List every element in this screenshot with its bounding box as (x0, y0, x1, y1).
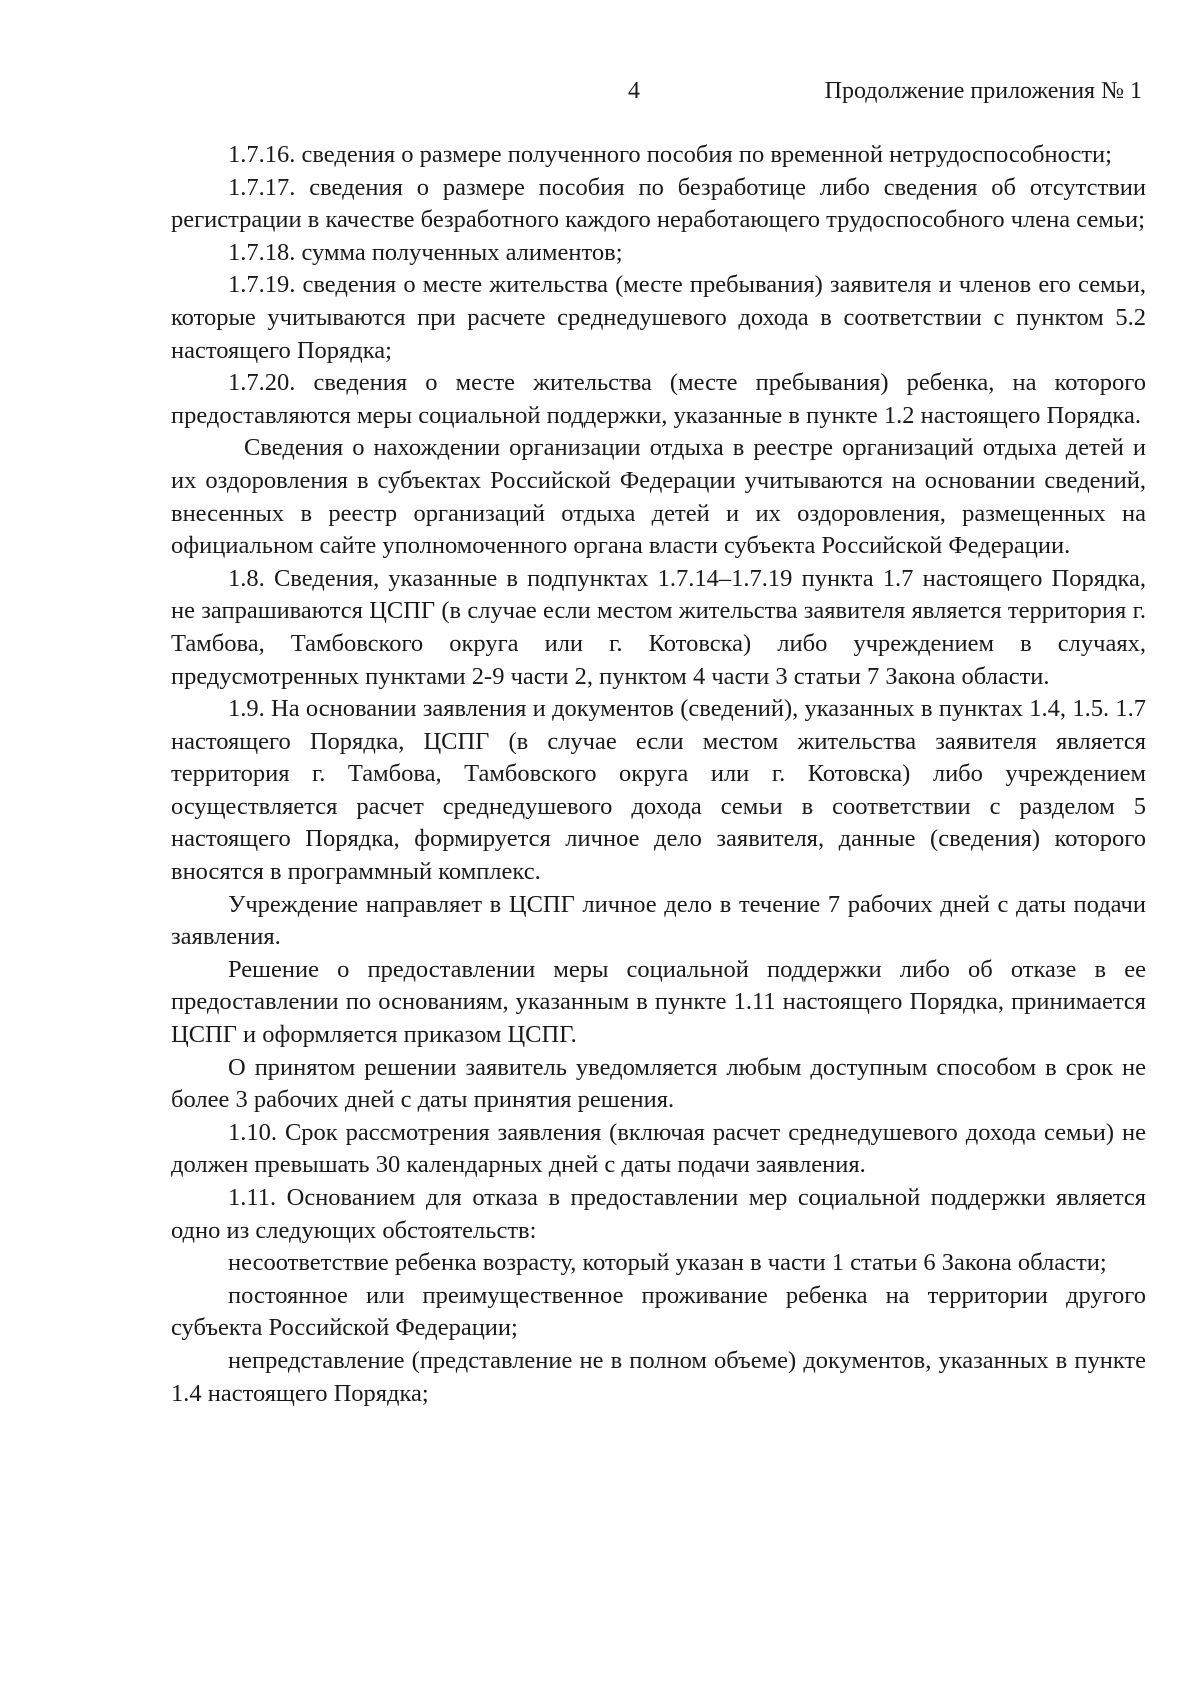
page-number: 4 (628, 78, 640, 104)
paragraph-1-7-20: 1.7.20. сведения о месте жительства (месте пребывания) ребенка, на которого предоставляются меры социальной поддержки, указанные в пункте 1.2 настоящего Порядка. (171, 369, 1146, 429)
paragraph-refusal-age: несоответствие ребенка возрасту, который указан в части 1 статьи 6 Закона области; (228, 1249, 1107, 1277)
paragraph-1-9: 1.9. На основании заявления и документов (сведений), указанных в пунктах 1.4, 1.5. 1.7 настоящего Порядка, ЦСПГ (в случае если местом жительства заявителя является территория г. Тамбова, Тамбовского округа или г. Котовска) либо учреждением осуществляется расчет среднедушевого дохода семьи в соответствии с разделом 5 настоящего Порядка, формируется личное дело заявителя, данные (сведения) которого вносятся в программный комплекс. (171, 695, 1146, 886)
paragraph-institution-sends: Учреждение направляет в ЦСПГ личное дело в течение 7 рабочих дней с даты подачи заявления. (171, 890, 1146, 951)
paragraph-1-8: 1.8. Сведения, указанные в подпунктах 1.7.14–1.7.19 пункта 1.7 настоящего Порядка, не запрашиваются ЦСПГ (в случае если местом жительства заявителя является территория г. Тамбова, Тамбовского округа или г. Котовска) либо учреждением в случаях, предусмотренных пунктами 2-9 части 2, пунктом 4 части 3 статьи 7 Закона области. (171, 564, 1146, 690)
paragraph-notification: О принятом решении заявитель уведомляется любым доступным способом в срок не более 3 рабочих дней с даты принятия решения. (171, 1053, 1146, 1114)
paragraph-1-7-17: 1.7.17. сведения о размере пособия по безработице либо сведения об отсутствии регистрации в качестве безработного каждого неработающего трудоспособного члена семьи; (171, 173, 1146, 234)
paragraph-1-7-19: 1.7.19. сведения о месте жительства (месте пребывания) заявителя и членов его семьи, которые учитываются при расчете среднедушевого дохода в соответствии с пунктом 5.2 настоящего Порядка; (171, 271, 1146, 364)
paragraph-refusal-documents: непредставление (представление не в полном объеме) документов, указанных в пункте 1.4 настоящего Порядка; (171, 1346, 1146, 1407)
paragraph-1-10: 1.10. Срок рассмотрения заявления (включая расчет среднедушевого дохода семьи) не должен превышать 30 календарных дней с даты подачи заявления. (171, 1118, 1146, 1179)
paragraph-1-7-16: 1.7.16. сведения о размере полученного пособия по временной нетрудоспособности; (228, 141, 1112, 168)
paragraph-decision: Решение о предоставлении меры социальной поддержки либо об отказе в ее предоставлении по основаниям, указанным в пункте 1.11 настоящего Порядка, принимается ЦСПГ и оформляется приказом ЦСПГ. (171, 955, 1146, 1049)
paragraph-refusal-residence: постоянное или преимущественное проживание ребенка на территории другого субъекта Российской Федерации; (171, 1281, 1146, 1342)
appendix-continuation-label: Продолжение приложения № 1 (824, 78, 1142, 104)
paragraph-1-11: 1.11. Основанием для отказа в предоставлении мер социальной поддержки является одно из следующих обстоятельств: (171, 1184, 1146, 1244)
document-body (171, 139, 1146, 1410)
paragraph-registry-info: Сведения о нахождении организации отдыха в реестре организаций отдыха детей и их оздоровления в субъектах Российской Федерации учитываются на основании сведений, внесенных в реестр организаций отдыха детей и их оздоровления, размещенных на официальном сайте уполномоченного органа власти субъекта Российской Федерации. (171, 434, 1146, 560)
paragraph-1-7-18: 1.7.18. сумма полученных алиментов; (228, 238, 623, 266)
